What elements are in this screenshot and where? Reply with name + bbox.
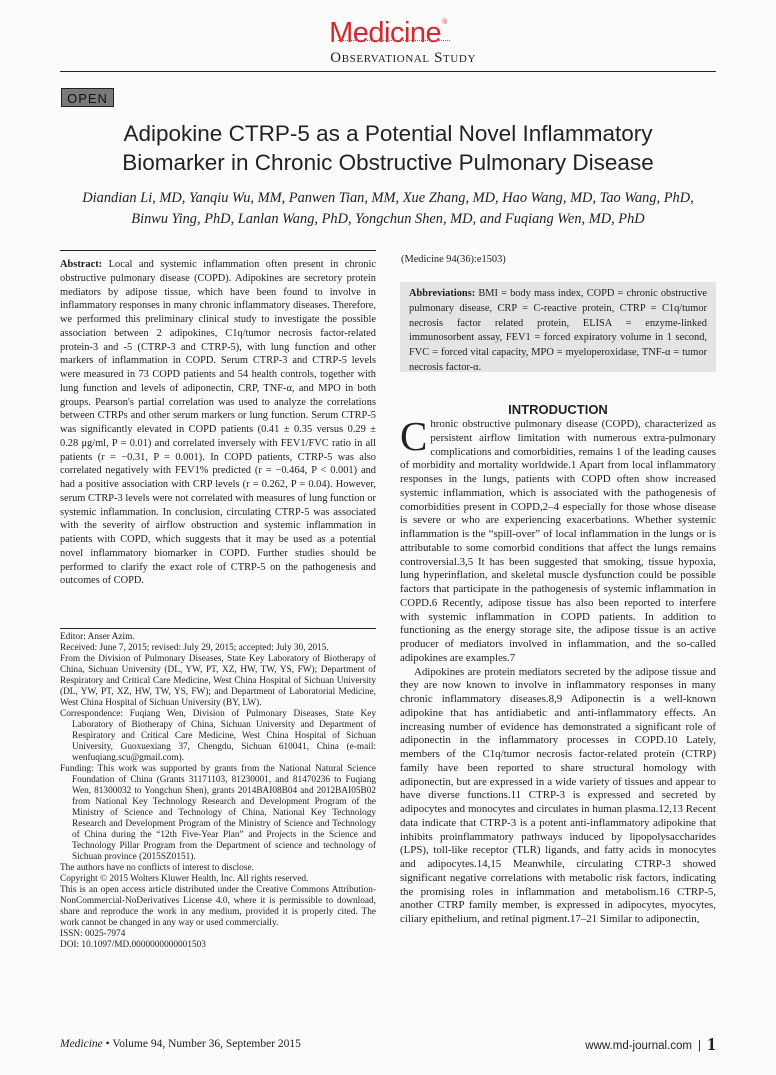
affiliations: From the Division of Pulmonary Diseases, State Key Laboratory of Biotherapy of China, Sichuan University (DL, YW, PT, XZ, HW, TW, YS, FW); Department of Respiratory and Critical Care Medicine, West China Hospital of Sichuan University (DL, YW, PT, XZ, HW, TW, YS, FW); and Department of Laboratorial Medicine, West China Hospital of Sichuan University (BY, LW). <box>60 654 376 708</box>
title-line: Adipokine CTRP-5 as a Potential Novel Inflammatory <box>123 121 653 146</box>
author-list <box>60 188 716 230</box>
footer-separator: • <box>105 1038 113 1050</box>
page-number: 1 <box>707 1034 716 1054</box>
header-divider <box>60 71 716 72</box>
section-heading-introduction: INTRODUCTION <box>508 402 608 417</box>
open-access-badge: OPEN <box>61 88 114 107</box>
received-dates: Received: June 7, 2015; revised: July 29, 2015; accepted: July 30, 2015. <box>60 643 329 653</box>
funding: Funding: This work was supported by grants from the National Natural Science Foundation of China (Grants 31171103, 81230001, and 81470236 to Fuqiang Wen, 81300032 to Yongchun Shen), grants 2014BAI08B04 and 2012BAI05B02 from National Key Technology Research and Development Program of the Ministry of Science and Technology of China, National Key Technology Research and Development Program of the Ministry of Science and Technology of China during the “12th Five-Year Plan” and Projects in the Science and Technology Pillar Program from the Department of science and technology of Sichuan province (2015SZ0151). <box>60 764 376 862</box>
footer-right <box>585 1034 716 1055</box>
footer-journal-name: Medicine <box>60 1038 103 1050</box>
author-line: Diandian Li, MD, Yanqiu Wu, MM, Panwen Tian, MM, Xue Zhang, MD, Hao Wang, MD, Tao Wang, PhD, <box>82 190 694 206</box>
abbreviations-text: BMI = body mass index, COPD = chronic obstructive pulmonary disease, CRP = C-reactive protein, CTRP = C1q/tumor necrosis factor related protein, ELISA = enzyme-linked immunosorbent assay, FEV1 = forced expiratory volume in 1 second, FVC = forced vital capacity, MPO = myeloperoxidase, TNF-α = tumor necrosis factor-α. <box>409 288 707 373</box>
editor-note: Editor: Anser Azim. <box>60 632 135 642</box>
abstract-text: Local and systemic inflammation often present in chronic obstructive pulmonary disease (COPD). Adipokines are secretory protein mediators by adipose tissue, which have been found to involve in inflammatory responses in many chronic inflammatory diseases. Therefore, we performed this preliminary clinical study to investigate the possible association between 2 adipokines, C1q/tumor necrosis factor-related protein-3 and -5 (CTRP-3 and CTRP-5), with lung function and other markers of inflammation in COPD. Serum CTRP-3 and CTRP-5 levels were measured in 73 COPD patients and 54 health controls, together with lung function and levels of adiponectin, CRP, TNF-α, and MPO in both groups. Pearson's partial correlation was used to analyze the correlations between CTRPs and other serum markers or lung function. Serum CTRP-5 was significantly elevated in COPD patients (0.41 ± 0.35 versus 0.29 ± 0.28 μg/ml, P = 0.01) and correlated inversely with FEV1/FVC ratio in all patients (r = −0.31, P = 0.001). In COPD patients, CTRP-5 was also correlated negatively with FEV1% predicted (r = −0.464, P < 0.001) and had a positive association with CRP levels (r = 0.262, P = 0.04). However, serum CTRP-3 levels were not correlated with measures of lung function or systemic inflammation. In conclusion, circulating CTRP-5 was associated with the severity of airflow obstruction and systemic inflammation in patients with COPD, which suggests that it may be used as a potential novel inflammatory biomarker in COPD. Further studies should be performed to clarify the exact role of CTRP-5 on the pathogenesis and outcomes of COPD. <box>60 259 376 587</box>
footnote-divider <box>60 628 376 629</box>
intro-paragraph: Adipokines are protein mediators secreted by the adipose tissue and they are now known to involve in inflammatory responses in many chronic inflammatory diseases.8,9 Adiponectin is a well-known adipokine that has antidiabetic and anti-inflammatory effects. An increasing number of evidence has demonstrated a significant role of adiponectin in the inflammatory processes in COPD.10 Lately, members of the C1q/tumor necrosis factor-related protein (CTRP) family have been reported to share structural homology with adiponectin, but are expressed in a wide variety of tissues and appear to have diverse functions.11 CTRP-3 is expressed and secreted by adipocytes and monocytes and circulates in human plasma.12,13 Recent data indicate that CTRP-3 is a potent anti-inflammatory adipokine that inhibits proinflammatory pathways induced by lipopolysaccharides (LPS), toll-like receptor (TLR) ligands, and fatty acids in monocytes and adipocytes.14,15 Meanwhile, circulating CTRP-3 showed significant negative correlations with metabolic risk factors, indicating the promising roles in inflammation and metabolism.16 CTRP-5, another CTRP family member, is expressed in adipocytes, myocytes, ciliary epithelium, and retinal pigment.17–21 Similar to adiponectin, <box>400 665 716 925</box>
abbreviations-label: Abbreviations: <box>409 288 476 299</box>
abstract <box>60 258 376 588</box>
conflicts: The authors have no conflicts of interest to disclose. <box>60 863 254 873</box>
abbreviations-box <box>400 282 716 372</box>
license: This is an open access article distributed under the Creative Commons Attribution-NonCommercial-NoDerivatives License 4.0, where it is permissible to download, share and reproduce the work in any medium, provided it is properly cited. The work cannot be changed in any way or used commercially. <box>60 885 376 928</box>
title-line: Biomarker in Chronic Obstructive Pulmonary Disease <box>122 150 654 175</box>
citation: (Medicine 94(36):e1503) <box>401 254 506 265</box>
author-line: Binwu Ying, PhD, Lanlan Wang, PhD, Yongchun Shen, MD, and Fuqiang Wen, MD, PhD <box>131 211 645 227</box>
article-title <box>60 119 716 177</box>
intro-paragraph-text: hronic obstructive pulmonary disease (COPD), characterized as persistent airflow limitation with numerous extra-pulmonary complications and comorbidities, remains 1 of the leading causes of morbidity and mortality worldwide.1 Apart from local inflammatory responses in the lungs, patients with COPD often show increased systemic inflammation, which is associated with the pathogenesis of comorbidities present in COPD,2–4 especially for those whose disease is severe or who are experiencing exacerbations. Whether systemic inflammation is the “spill-over” of local inflammation in the lungs or is attributable to some comorbid conditions that affect the lungs remains controversial.3,5 It has been suggested that smoking, tissue hypoxia, lung hyperinflation, and skeletal muscle dysfunction could be possible factors that participate in the pathogenesis of systemic inflammation in COPD.6 Recently, adipose tissue has also been reported to interfere with systemic inflammation in COPD patients. In addition to functioning as the energy storage site, the adipose tissue is an active producer of mediators involved in inflammation, and the so-called adipokines are examples.7 <box>400 418 716 664</box>
introduction-body <box>400 413 716 927</box>
abstract-label: Abstract: <box>60 259 103 270</box>
journal-url[interactable]: www.md-journal.com <box>585 1040 692 1052</box>
footer-issue <box>60 1038 301 1050</box>
intro-paragraph <box>400 413 716 666</box>
journal-logo: Medicine® <box>329 17 447 49</box>
footer-issue-text: Volume 94, Number 36, September 2015 <box>112 1038 301 1050</box>
article-type: Observational Study <box>330 50 476 66</box>
doi[interactable]: DOI: 10.1097/MD.0000000000001503 <box>60 940 206 950</box>
article-footnotes <box>60 632 376 951</box>
correspondence: Correspondence: Fuqiang Wen, Division of Pulmonary Diseases, State Key Laboratory of Biotherapy of China, Sichuan University and Department of Respiratory and Critical Care Medicine, West China Hospital of Sichuan University, Guoxuexiang 37, Chengdu, Sichuan 610041, China (e-mail: wenfuqiang.scu@gmail.com). <box>60 709 376 763</box>
copyright: Copyright © 2015 Wolters Kluwer Health, Inc. All rights reserved. <box>60 874 309 884</box>
issn: ISSN: 0025-7974 <box>60 929 126 939</box>
logo-underline <box>338 40 450 41</box>
drop-cap: C <box>400 413 428 459</box>
abstract-divider <box>60 250 376 251</box>
footer-divider-bar: | <box>698 1040 701 1052</box>
